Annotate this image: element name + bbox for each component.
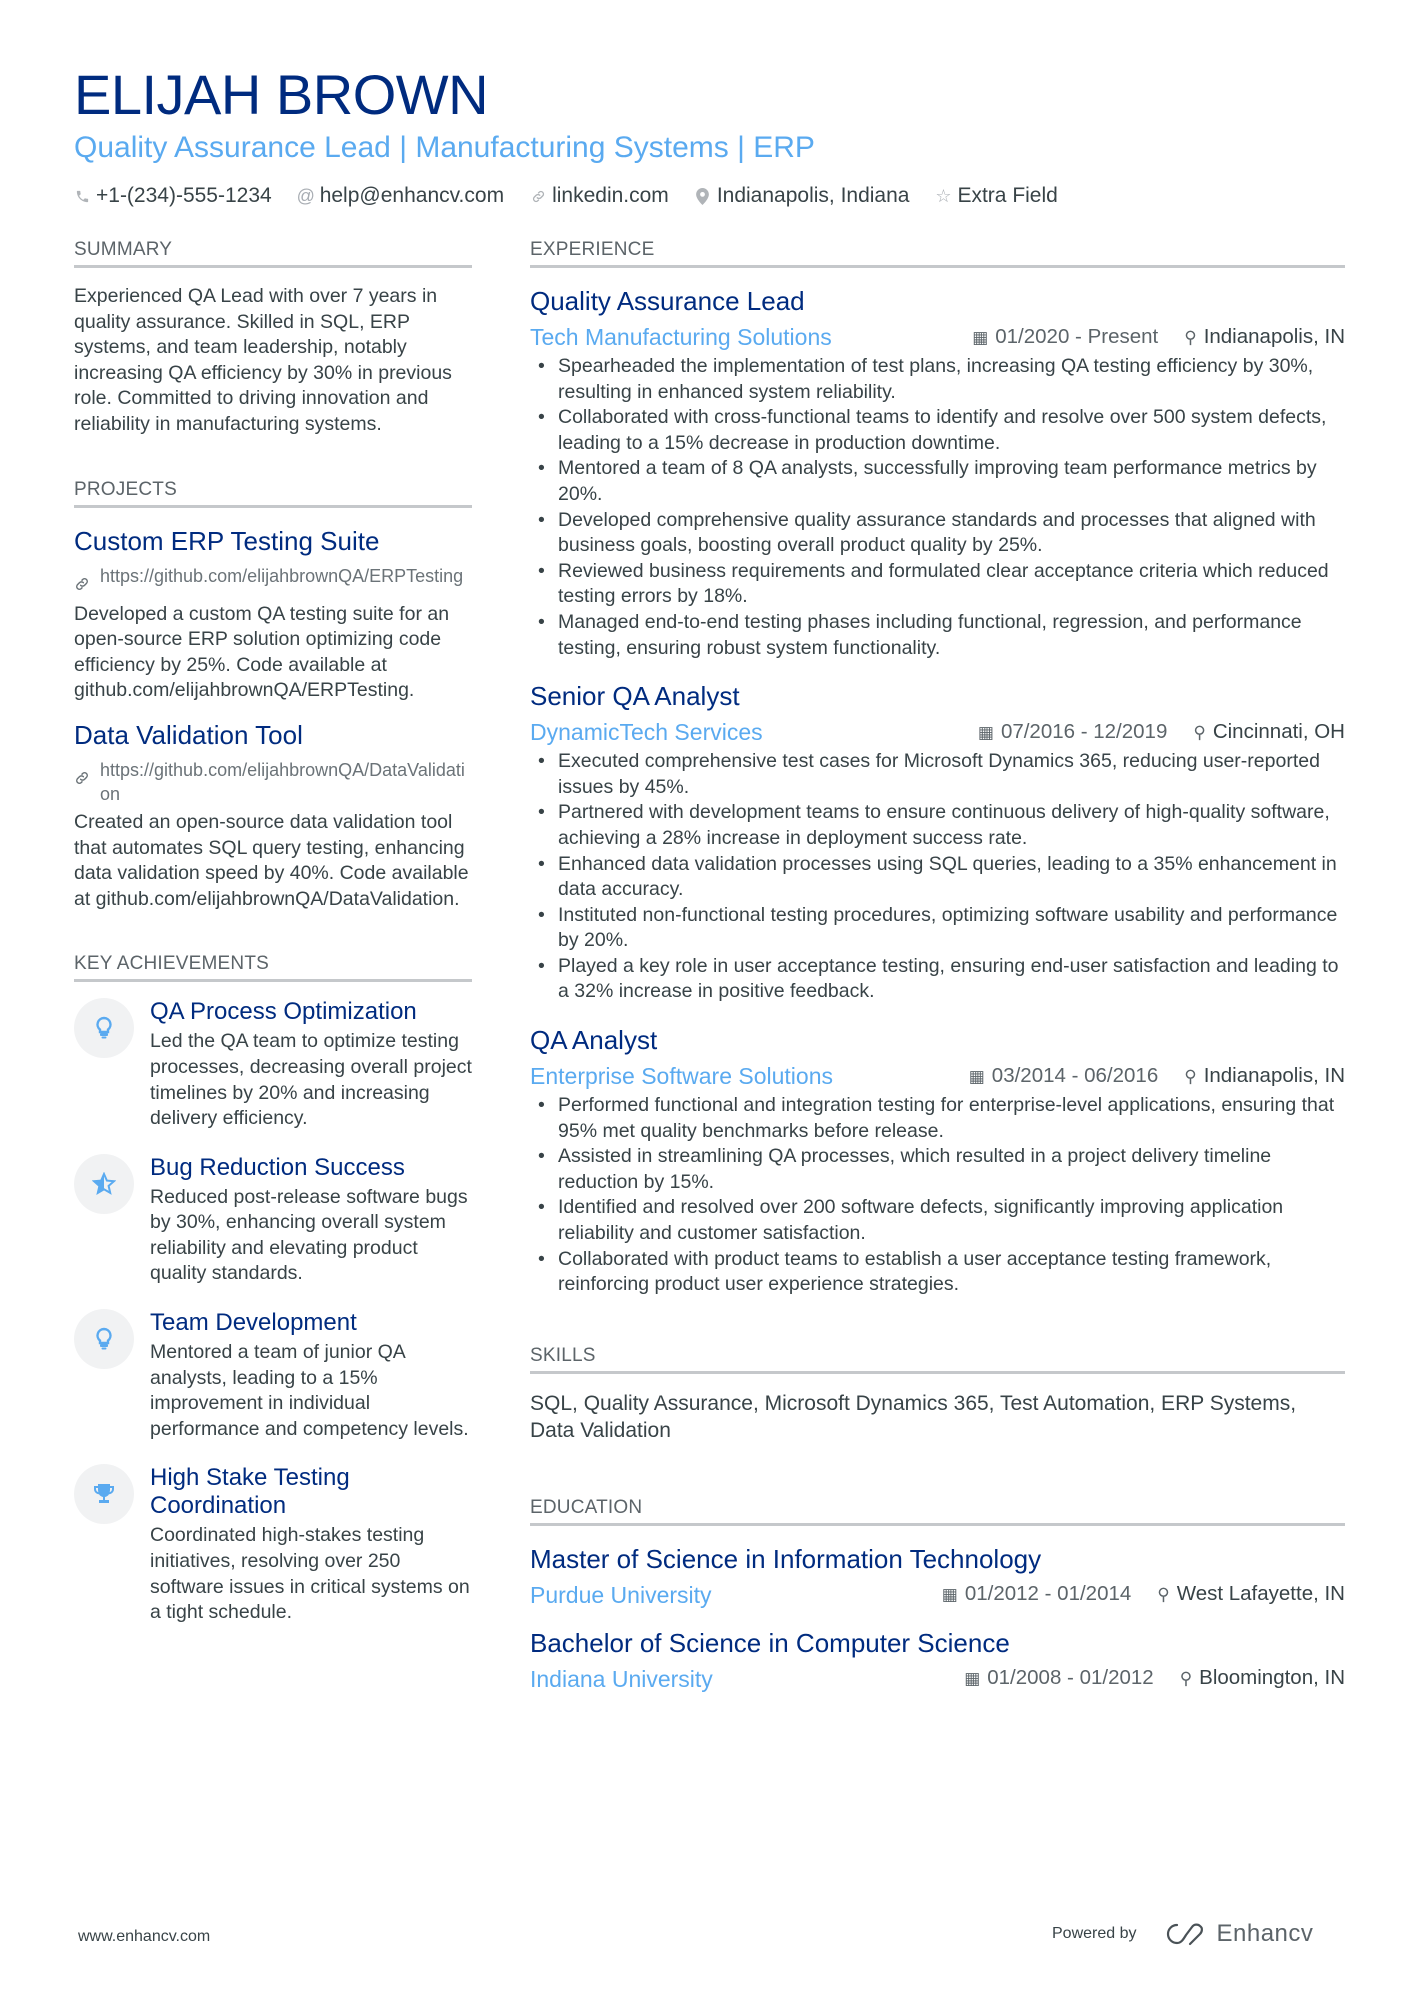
achievement-title: QA Process Optimization [150, 998, 417, 1026]
contact-phone[interactable]: +1-(234)-555-1234 [74, 182, 272, 210]
job-title: QA Analyst [530, 1025, 658, 1056]
job-dates: ▦ 07/2016 - 12/2019 [977, 719, 1168, 743]
project-link[interactable]: https://github.com/elijahbrownQA/DataValidation [74, 758, 472, 806]
location-pin-icon [695, 188, 711, 205]
project-link[interactable]: https://github.com/elijahbrownQA/ERPTesting [74, 564, 472, 598]
education-dates: ▦ 01/2008 - 01/2012 [964, 1666, 1154, 1690]
enhancv-logo[interactable]: Enhancv [1163, 1920, 1314, 1948]
achievement-item [74, 1309, 472, 1442]
right-column [530, 238, 1345, 1710]
bullet-item: • Collaborated with cross-functional teams to identify and resolve over 500 system defects, leading to a 15% decrease in production downtime. [530, 405, 1345, 456]
link-icon [530, 189, 546, 204]
bullet-item: • Instituted non-functional testing procedures, optimizing software usability and performance by 20%. [530, 903, 1345, 954]
degree-title: Bachelor of Science in Computer Science [530, 1627, 1010, 1658]
job-bullets [530, 1093, 1345, 1298]
link-icon [74, 758, 94, 806]
location-pin-icon: ⚲ [1193, 722, 1206, 742]
company-name: Tech Manufacturing Solutions [530, 324, 832, 350]
project-title: Custom ERP Testing Suite [74, 525, 380, 556]
job-dates: ▦ 01/2020 - Present [972, 324, 1159, 348]
project-description: Created an open-source data validation tool that automates SQL query testing, enhancing data validation speed by 40%. Code available at github.com/elijahbrownQA/DataValidation. [74, 810, 469, 910]
job-title: Quality Assurance Lead [530, 286, 805, 316]
calendar-icon: ▦ [968, 1066, 985, 1086]
skills-section [530, 1344, 1345, 1444]
job-location: ⚲ Indianapolis, IN [1184, 324, 1345, 348]
lightbulb-icon [74, 998, 134, 1058]
summary-text: Experienced QA Lead with over 7 years in quality assurance. Skilled in SQL, ERP systems, and team leadership, notably increasing QA efficiency by 30% in previous role. Committed to driving innovation and reliability in manufacturing systems. [74, 285, 452, 435]
section-title-education: EDUCATION [530, 1496, 1345, 1526]
contact-location: Indianapolis, Indiana [695, 182, 910, 210]
project-item [74, 718, 472, 912]
powered-by-label: Powered by [1052, 1925, 1137, 1942]
achievement-item [74, 998, 472, 1131]
phone-icon [74, 189, 90, 204]
school-name: Indiana University [530, 1665, 713, 1692]
contact-extra-field: ☆ Extra Field [935, 182, 1057, 210]
location-pin-icon: ⚲ [1179, 1669, 1193, 1689]
job-bullets [530, 354, 1345, 661]
calendar-icon: ▦ [941, 1585, 958, 1605]
bullet-item: • Developed comprehensive quality assurance standards and processes that aligned with business goals, boosting overall product quality by 25%. [530, 508, 1345, 559]
education-dates: ▦ 01/2012 - 01/2014 [941, 1582, 1132, 1606]
contact-linkedin[interactable]: linkedin.com [530, 182, 669, 210]
bullet-item: • Played a key role in user acceptance testing, ensuring end-user satisfaction and leading to a 32% increase in positive feedback. [530, 954, 1345, 1005]
footer-branding [1052, 1920, 1313, 1948]
bullet-item: • Performed functional and integration testing for enterprise-level applications, ensuring that 95% met quality benchmarks before release. [530, 1093, 1345, 1144]
star-icon: ☆ [935, 186, 952, 206]
company-name: Enterprise Software Solutions [530, 1063, 833, 1090]
job-dates: ▦ 03/2014 - 06/2016 [968, 1063, 1159, 1087]
bullet-item: • Mentored a team of 8 QA analysts, successfully improving team performance metrics by 20%. [530, 456, 1345, 507]
bullet-item: • Identified and resolved over 200 software defects, significantly improving application reliability and customer satisfaction. [530, 1195, 1345, 1246]
enhancv-logo-icon [1163, 1921, 1207, 1947]
location-pin-icon: ⚲ [1184, 327, 1197, 347]
achievement-description: Led the QA team to optimize testing processes, decreasing overall project timelines by 20% and increasing delivery efficiency. [150, 1030, 472, 1130]
candidate-name: ELIJAH BROWN [74, 63, 489, 126]
bullet-item: • Managed end-to-end testing phases including functional, regression, and performance testing, ensuring robust system functionality. [530, 610, 1345, 661]
star-half-icon [74, 1154, 134, 1214]
school-name: Purdue University [530, 1581, 712, 1608]
bullet-item: • Executed comprehensive test cases for Microsoft Dynamics 365, reducing user-reported issues by 45%. [530, 749, 1345, 800]
calendar-icon: ▦ [964, 1669, 981, 1689]
bullet-item: • Enhanced data validation processes using SQL queries, leading to a 35% enhancement in data accuracy. [530, 852, 1345, 903]
bullet-item: • Collaborated with product teams to establish a user acceptance testing framework, reinforcing product user experience strategies. [530, 1247, 1345, 1298]
job-entry [530, 679, 1345, 1005]
footer-website[interactable]: www.enhancv.com [78, 1928, 211, 1945]
contact-row [74, 182, 1346, 210]
degree-title: Master of Science in Information Technology [530, 1543, 1042, 1574]
bullet-item: • Assisted in streamlining QA processes, which resulted in a project delivery timeline reduction by 15%. [530, 1144, 1345, 1195]
job-bullets [530, 749, 1345, 1005]
summary-section [74, 238, 472, 438]
section-title-achievements: KEY ACHIEVEMENTS [74, 952, 472, 982]
candidate-headline: Quality Assurance Lead | Manufacturing Systems | ERP [74, 131, 815, 164]
experience-section [530, 238, 1345, 1298]
achievement-title: High Stake Testing Coordination [150, 1464, 350, 1520]
calendar-icon: ▦ [972, 327, 989, 347]
job-entry [530, 1023, 1345, 1298]
job-entry [530, 284, 1345, 661]
education-location: ⚲ West Lafayette, IN [1157, 1582, 1345, 1606]
bullet-item: • Spearheaded the implementation of test plans, increasing QA testing efficiency by 30%, resulting in enhanced system reliability. [530, 354, 1345, 405]
section-title-experience: EXPERIENCE [530, 238, 1345, 268]
section-title-projects: PROJECTS [74, 478, 472, 508]
company-name: DynamicTech Services [530, 719, 763, 746]
link-icon [74, 564, 94, 598]
lightbulb-icon [74, 1309, 134, 1369]
education-entry [530, 1626, 1345, 1694]
contact-email[interactable]: @ help@enhancv.com [298, 182, 504, 210]
bullet-item: • Reviewed business requirements and formulated clear acceptance criteria which reduced testing errors by 18%. [530, 559, 1345, 610]
trophy-icon [74, 1464, 134, 1524]
achievement-description: Mentored a team of junior QA analysts, leading to a 15% improvement in individual performance and competency levels. [150, 1341, 469, 1440]
education-entry [530, 1542, 1345, 1610]
location-pin-icon: ⚲ [1184, 1066, 1197, 1086]
calendar-icon: ▦ [977, 722, 994, 742]
section-title-skills: SKILLS [530, 1344, 1345, 1374]
achievements-section [74, 952, 472, 1626]
project-description: Developed a custom QA testing suite for an open-source ERP solution optimizing code efficiency by 25%. Code available at github.com/elijahbrownQA/ERPTesting. [74, 602, 450, 702]
left-column [74, 238, 472, 1648]
achievement-item [74, 1464, 472, 1625]
project-title: Data Validation Tool [74, 719, 303, 750]
education-section [530, 1496, 1345, 1694]
education-location: ⚲ Bloomington, IN [1179, 1666, 1345, 1690]
at-icon: @ [296, 186, 315, 206]
job-title: Senior QA Analyst [530, 681, 740, 712]
job-location: ⚲ Indianapolis, IN [1184, 1063, 1345, 1087]
achievement-item [74, 1154, 472, 1287]
resume-header [74, 62, 1346, 210]
project-item [74, 524, 472, 704]
location-pin-icon: ⚲ [1157, 1585, 1170, 1605]
achievement-title: Team Development [150, 1309, 357, 1337]
achievement-description: Coordinated high-stakes testing initiatives, resolving over 250 software issues in critical systems on a tight schedule. [150, 1524, 470, 1624]
achievement-description: Reduced post-release software bugs by 30%, enhancing overall system reliability and elevating product quality standards. [150, 1185, 468, 1285]
skills-text: SQL, Quality Assurance, Microsoft Dynamics 365, Test Automation, ERP Systems, Data Validation [530, 1391, 1297, 1442]
bullet-item: • Partnered with development teams to ensure continuous delivery of high-quality software, achieving a 28% increase in deployment success rate. [530, 800, 1345, 851]
section-title-summary: SUMMARY [74, 238, 472, 268]
projects-section [74, 478, 472, 913]
job-location: ⚲ Cincinnati, OH [1193, 719, 1345, 743]
achievement-title: Bug Reduction Success [150, 1153, 405, 1181]
